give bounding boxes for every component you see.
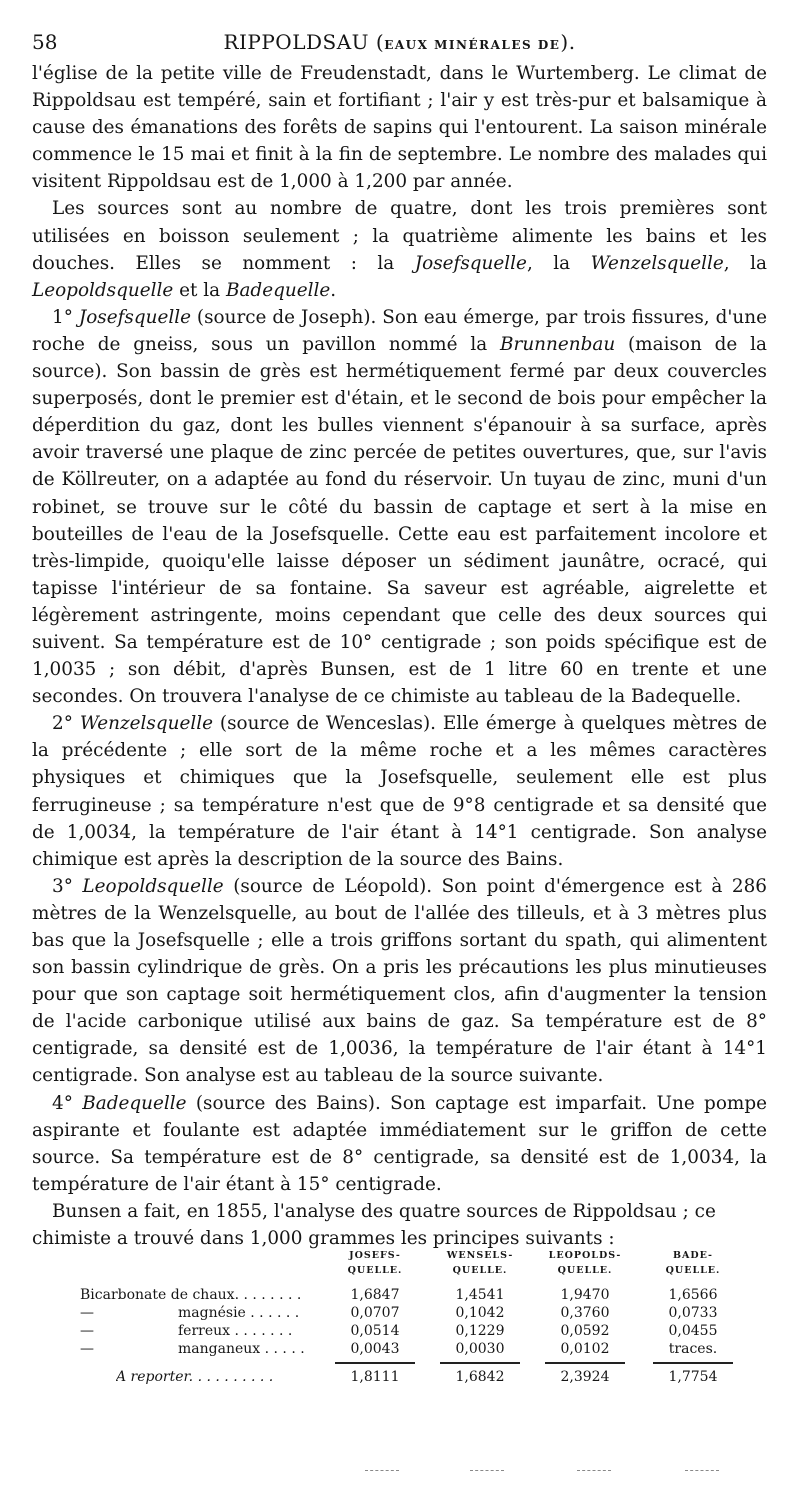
row-label-text: magnésie . . . . . . <box>178 1305 300 1321</box>
dashed-mark <box>365 1470 399 1471</box>
column-header <box>540 1248 630 1278</box>
total-cell: 1,7754 <box>668 1369 718 1385</box>
italic-name: Badequelle <box>225 279 331 301</box>
text-span: et la <box>173 279 226 301</box>
table-cell: 0,0514 <box>350 1323 400 1339</box>
table-cell: 1,4541 <box>455 1287 505 1303</box>
section-number: 4° <box>52 1092 83 1114</box>
ditto-dash: — <box>80 1305 94 1321</box>
table-cell: 0,3760 <box>560 1305 610 1321</box>
paragraph-climate: l'église de la petite ville de Freudenstadt, dans le Wurtemberg. Le climat de Rippoldsau est tempéré, sain et fortifiant ; l'air y est très-pur et balsamique à cause des émanations des forêts de sapins qui l'entourent. La saison minérale commence le 15 mai et finit à la fin de septembre. Le nombre des malades qui visitent Rippoldsau est de 1,000 à 1,200 par année. <box>32 63 767 193</box>
table-cell: 0,1042 <box>455 1305 505 1321</box>
table-cell: 0,0733 <box>668 1305 718 1321</box>
paragraph-sources-intro <box>32 195 767 303</box>
table-cell: 0,0455 <box>668 1323 718 1339</box>
header-line: QUELLE. <box>347 1265 403 1276</box>
table-cell: traces. <box>668 1341 718 1357</box>
table-cell: 0,1229 <box>455 1323 505 1339</box>
total-label: A reporter. . . . . . . . . . <box>116 1369 274 1385</box>
ditto-dash: — <box>80 1323 94 1339</box>
sum-rule-row <box>80 1358 740 1368</box>
table-cell: 1,6566 <box>668 1287 718 1303</box>
analysis-table <box>80 1248 740 1386</box>
total-cell: 2,3924 <box>560 1369 610 1385</box>
running-title-main: RIPPOLDSAU <box>223 30 370 54</box>
header-line: LEOPOLDS- <box>548 1250 622 1261</box>
column-header <box>330 1248 420 1278</box>
table-cell: 0,0102 <box>560 1341 610 1357</box>
column-header <box>648 1248 738 1278</box>
italic-name: Josefsquelle <box>414 252 527 274</box>
header-line: JOSEFS- <box>349 1250 401 1261</box>
table-row <box>80 1322 740 1340</box>
text-span: , la <box>526 252 591 274</box>
text-span: . <box>330 279 337 301</box>
table-total-row <box>80 1368 740 1386</box>
table-cell: 0,0592 <box>560 1323 610 1339</box>
dashed-mark <box>577 1470 611 1471</box>
total-cell: 1,6842 <box>455 1369 505 1385</box>
sum-rule <box>545 1362 625 1364</box>
dashed-mark <box>685 1470 719 1471</box>
header-line: WENSELS- <box>446 1250 514 1261</box>
row-label <box>80 1322 350 1340</box>
source-name: Badequelle <box>82 1092 187 1114</box>
page-number: 58 <box>32 30 58 54</box>
table-row <box>80 1304 740 1322</box>
running-title-subtitle: EAUX MINÉRALES DE <box>384 38 561 52</box>
text-span: (source de Léopold). Son point d'émergence est à 286 mètres de la Wenzelsquelle, au bout de l'allée des tilleuls, et à 3 mètres plus bas que la Josefsquelle ; elle a trois griffons sortant du spath, qui alimentent son bassin cylindrique de grès. On a pris les précautions les plus minutieuses pour que son captage soit hermétiquement clos, afin d'augmenter la tension de l'acide carbonique utilisé aux bains de gaz. Sa température est de 8° centigrade, sa densité est de 1,0036, la température de l'air étant à 14°1 centigrade. Son analyse est au tableau de la source suivante. <box>32 875 767 1087</box>
paragraph-bunsen-analysis: Bunsen a fait, en 1855, l'analyse des quatre sources de Rippoldsau ; ce chimiste a trouvé dans 1,000 grammes les principes suivants : <box>32 1200 716 1250</box>
running-title-close: ). <box>560 30 576 54</box>
section-number: 1° <box>52 306 79 328</box>
header-line: QUELLE. <box>557 1265 613 1276</box>
section-number: 2° <box>52 713 80 735</box>
table-header-row <box>80 1248 740 1286</box>
text-span: , la <box>723 252 767 274</box>
sum-rule <box>335 1362 415 1364</box>
ditto-dash: — <box>80 1341 94 1357</box>
italic-name: Wenzelsquelle <box>590 252 724 274</box>
paragraph-wenzelsquelle <box>32 710 767 873</box>
table-cell: 0,0043 <box>350 1341 400 1357</box>
text-span: Les sources sont au nombre de quatre, dont les trois premières sont utilisées en boisson seulement ; la quatrième alimente les bains et les douches. Elles se nomment : la <box>32 198 767 274</box>
column-header <box>435 1248 525 1278</box>
text-span: (source de Wenceslas). Elle émerge à quelques mètres de la précédente ; elle sort de la même roche et a les mêmes caractères physiques et chimiques que la Josefsquelle, seulement elle est plus ferrugineuse ; sa température n'est que de 9°8 centigrade et sa densité que de 1,0034, la température de l'air étant à 14°1 centigrade. Son analyse chimique est après la description de la source des Bains. <box>32 713 767 870</box>
header-line: QUELLE. <box>452 1265 508 1276</box>
text-span: (source de Joseph). Son eau émerge, par trois fissures, d'une roche de gneiss, sous un pavillon nommé la <box>32 306 767 355</box>
text-span: (maison de la source). Son bassin de grès est hermétiquement fermé par deux couvercles superposés, dont le premier est d'étain, et le second de bois pour empêcher la déperdition du gaz, dont les bulles viennent s'épanouir à sa surface, après avoir traversé une plaque de zinc percée de petites ouvertures, que, sur l'avis de Köllreuter, on a adaptée au fond du réservoir. Un tuyau de zinc, muni d'un robinet, se trouve sur le côté du bassin de captage et sert à la mise en bouteilles de l'eau de la Josefsquelle. Cette eau est parfaitement incolore et très-limpide, quoiqu'elle laisse déposer un sédiment jaunâtre, ocracé, qui tapisse l'intérieur de sa fontaine. Sa saveur est agréable, aigrelette et légèrement astringente, moins cependant que celle des deux sources qui suivent. Sa température est de 10° centigrade ; son poids spécifique est de 1,0035 ; son débit, d'après Bunsen, est de 1 litre 60 en trente et une secondes. On trouvera l'analyse de ce chimiste au tableau de la Badequelle. <box>32 333 767 708</box>
italic-name: Leopoldsquelle <box>32 279 174 301</box>
row-label-text: ferreux . . . . . . . <box>178 1323 293 1339</box>
row-label <box>80 1340 350 1358</box>
italic-name: Brunnenbau <box>500 333 616 355</box>
row-label-text: manganeux . . . . . <box>178 1341 305 1357</box>
page-header <box>32 30 767 56</box>
header-line: BADE- <box>673 1250 713 1261</box>
table-cell: 1,9470 <box>560 1287 610 1303</box>
table-row <box>80 1286 740 1304</box>
running-title <box>32 30 767 54</box>
article-body <box>32 60 767 1252</box>
source-name: Josefsquelle <box>78 306 191 328</box>
total-cell: 1,8111 <box>350 1369 400 1385</box>
paragraph-badequelle <box>32 1090 767 1198</box>
page-bottom-marks <box>365 1470 745 1474</box>
table-row <box>80 1340 740 1358</box>
paragraph-leopoldsquelle <box>32 873 767 1090</box>
sum-rule <box>653 1362 733 1364</box>
source-name: Wenzelsquelle <box>79 713 213 735</box>
header-line: QUELLE. <box>665 1265 721 1276</box>
row-label <box>80 1304 350 1322</box>
section-number: 3° <box>52 875 83 897</box>
running-title-open: ( <box>375 30 385 54</box>
text-span: (source des Bains). Son captage est imparfait. Une pompe aspirante et foulante est adaptée immédiatement sur le griffon de cette source. Sa température est de 8° centigrade, sa densité est de 1,0034, la température de l'air étant à 15° centigrade. <box>32 1092 767 1195</box>
sum-rule <box>440 1362 520 1364</box>
dashed-mark <box>470 1470 504 1471</box>
source-name: Leopoldsquelle <box>82 875 224 897</box>
table-cell: 0,0707 <box>350 1305 400 1321</box>
table-cell: 0,0030 <box>455 1341 505 1357</box>
paragraph-josefsquelle <box>32 304 767 710</box>
table-cell: 1,6847 <box>350 1287 400 1303</box>
row-label: Bicarbonate de chaux. . . . . . . . <box>80 1287 302 1303</box>
